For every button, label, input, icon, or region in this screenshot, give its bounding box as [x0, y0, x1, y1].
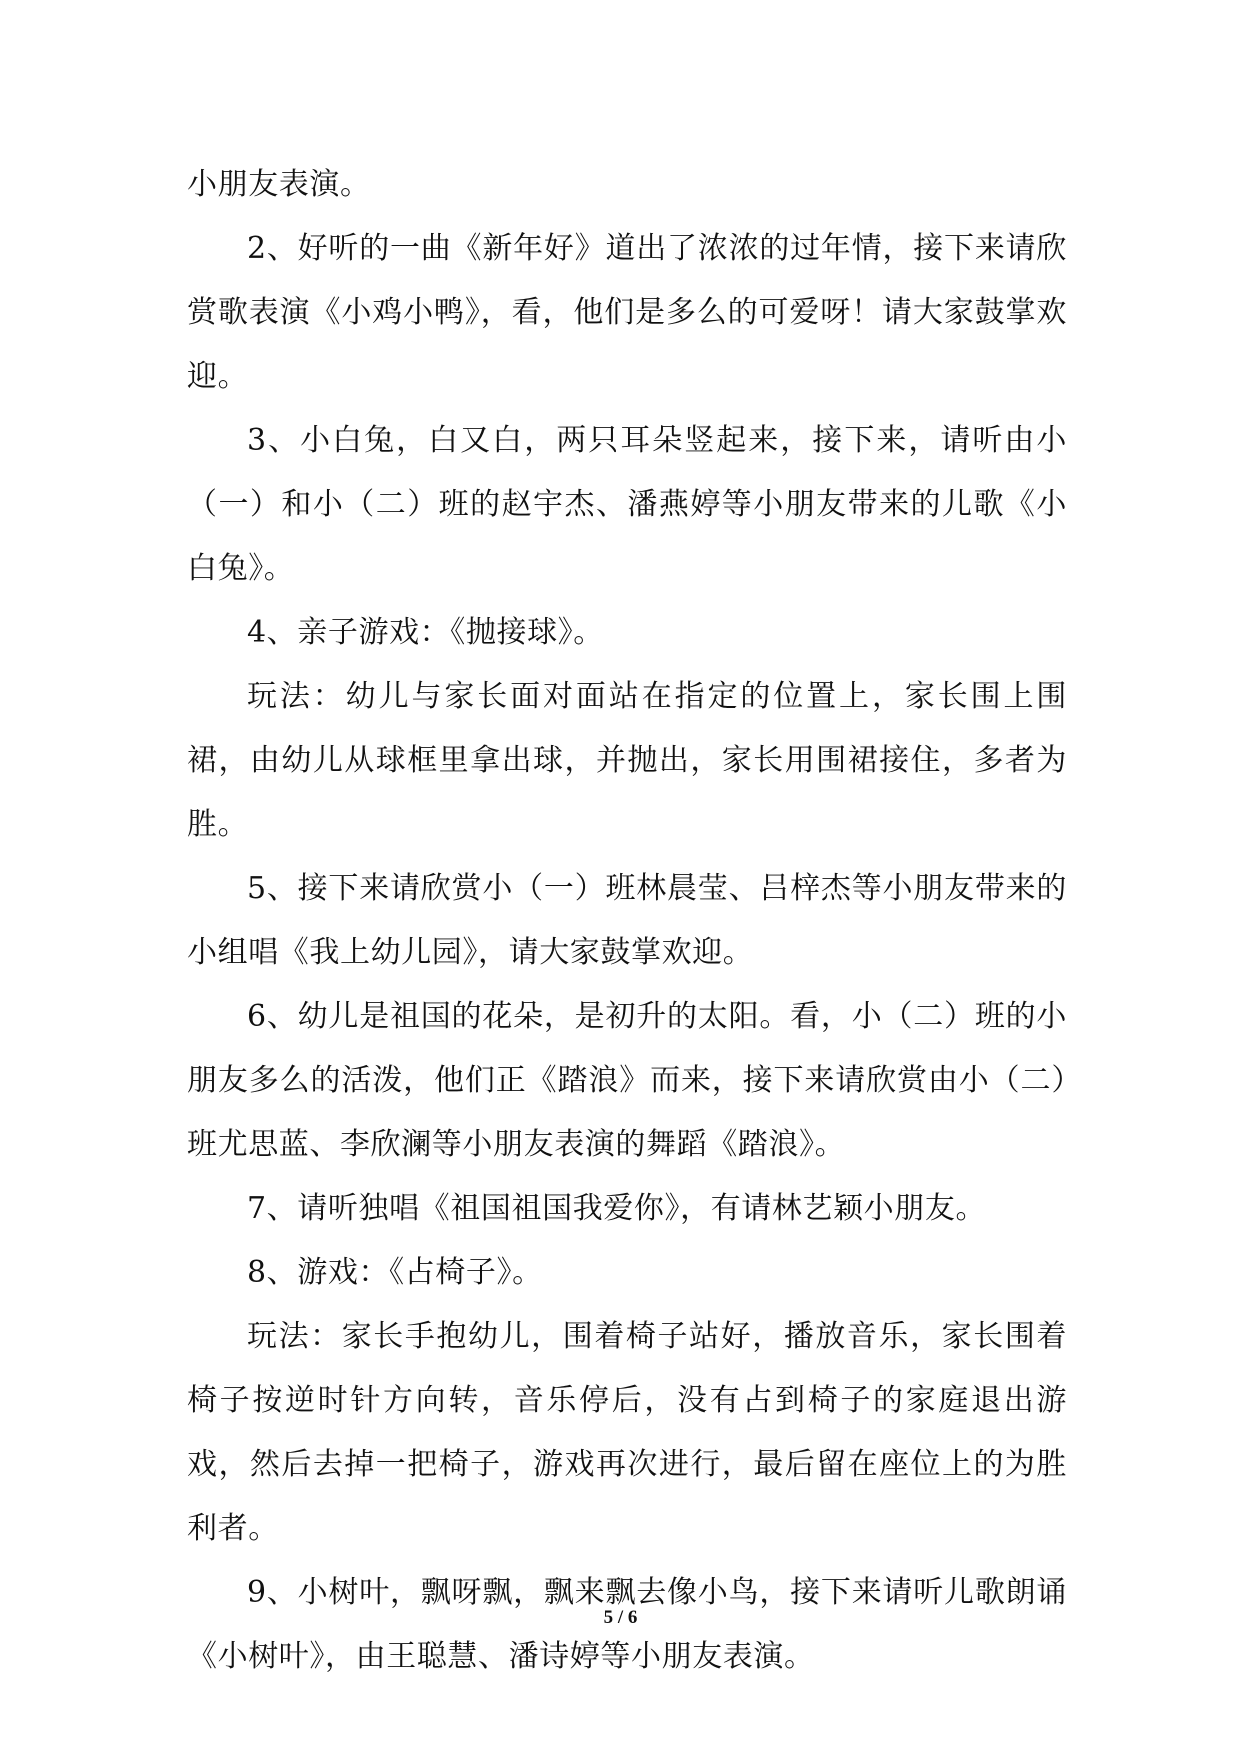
- paragraph: 玩法：家长手抱幼儿，围着椅子站好，播放音乐，家长围着椅子按逆时针方向转，音乐停后，没有占到椅子的家庭退出游戏，然后去掉一把椅子，游戏再次进行，最后留在座位上的为胜利者。: [187, 1319, 1067, 1546]
- paragraph: 6、幼儿是祖国的花朵，是初升的太阳。看，小（二）班的小朋友多么的活泼，他们正《踏浪》而来，接下来请欣赏由小（二）班尤思蓝、李欣澜等小朋友表演的舞蹈《踏浪》。: [187, 999, 1067, 1162]
- paragraph: 7、请听独唱《祖国祖国我爱你》，有请林艺颖小朋友。: [247, 1191, 987, 1226]
- paragraph: 玩法：幼儿与家长面对面站在指定的位置上，家长围上围裙，由幼儿从球框里拿出球，并抛出，家长用围裙接住，多者为胜。: [187, 679, 1067, 842]
- paragraph: 5、接下来请欣赏小（一）班林晨莹、吕梓杰等小朋友带来的小组唱《我上幼儿园》，请大家鼓掌欢迎。: [187, 871, 1067, 970]
- paragraph: 9、小树叶，飘呀飘，飘来飘去像小鸟，接下来请听儿歌朗诵《小树叶》，由王聪慧、潘诗婷等小朋友表演。: [187, 1575, 1067, 1674]
- page-number: 5 / 6: [603, 1607, 638, 1628]
- paragraph: 8、游戏：《占椅子》。: [247, 1255, 543, 1290]
- document-body: [187, 153, 1067, 1689]
- paragraph: 4、亲子游戏：《抛接球》。: [247, 615, 604, 650]
- paragraph: 小朋友表演。: [187, 167, 371, 202]
- paragraph: 3、小白兔，白又白，两只耳朵竖起来，接下来，请听由小（一）和小（二）班的赵宇杰、潘燕婷等小朋友带来的儿歌《小白兔》。: [187, 423, 1067, 586]
- paragraph: 2、好听的一曲《新年好》道出了浓浓的过年情，接下来请欣赏歌表演《小鸡小鸭》，看，他们是多么的可爱呀！请大家鼓掌欢迎。: [187, 231, 1067, 394]
